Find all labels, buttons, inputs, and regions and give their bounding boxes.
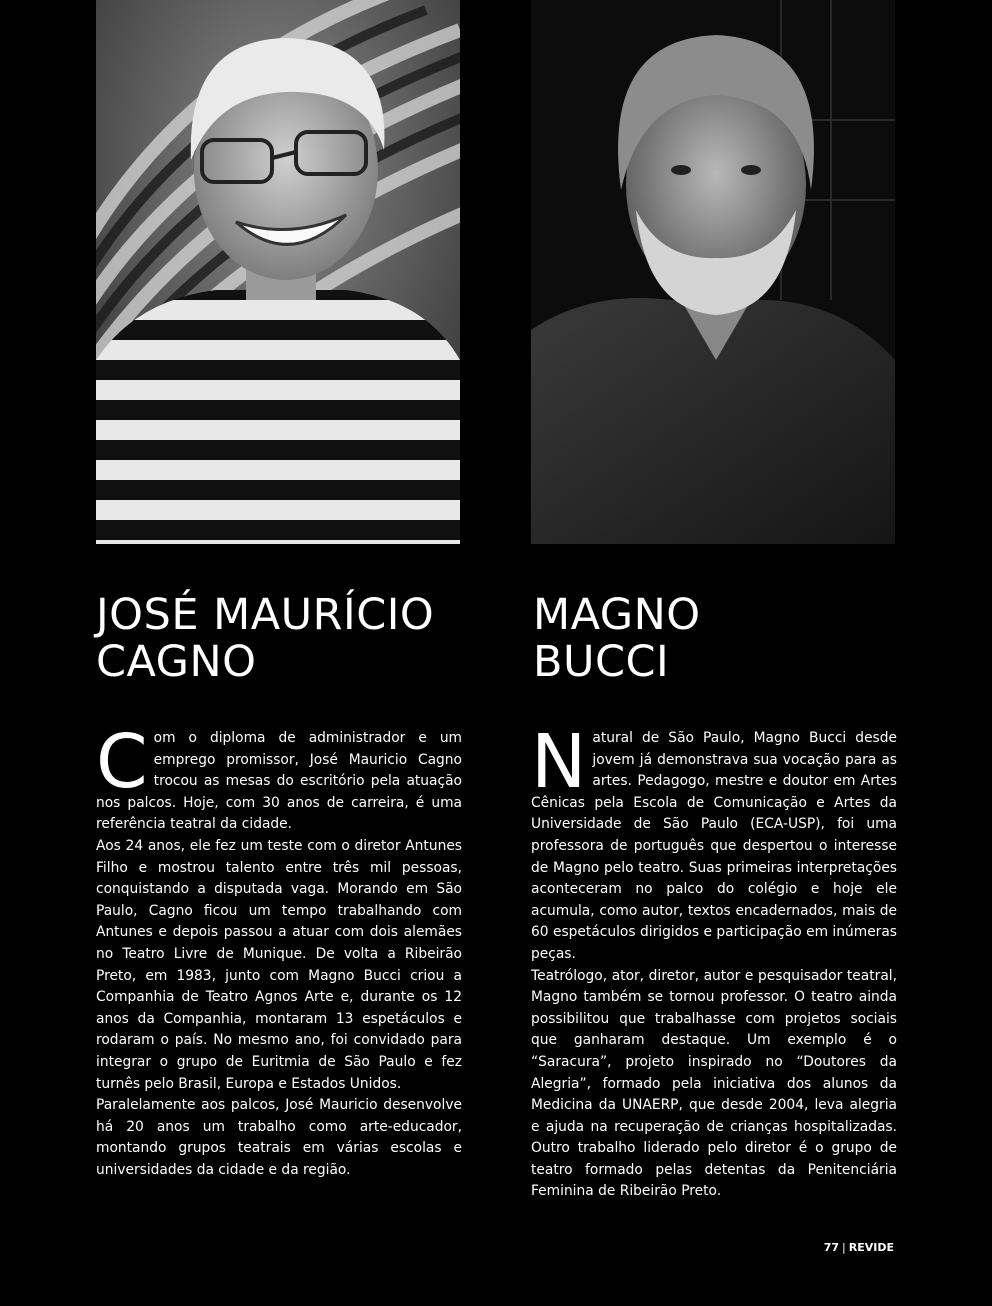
footer-separator: |: [842, 1241, 846, 1254]
bio-left-paragraph-1-text: om o diploma de administrador e um emprego promissor, José Mauricio Cagno trocou as mesas do escritório pela atuação nos palcos. Hoje, com 30 anos de carreira, é uma referência teatral da cidade.: [96, 730, 462, 833]
name-jose-mauricio-cagno: [96, 592, 466, 686]
bio-left-paragraph-2: Aos 24 anos, ele fez um teste com o diretor Antunes Filho e mostrou talento entre três mil pessoas, conquistando a disputada vaga. Morando em São Paulo, Cagno ficou um tempo trabalhando com Antunes e depois passou a atuar com dois alemães no Teatro Livre de Munique. De volta a Ribeirão Preto, em 1983, junto com Magno Bucci criou a Companhia de Teatro Agnos Arte e, durante os 12 anos da Companhia, montaram 13 espetáculos e rodaram o país. No mesmo ano, foi convidado para integrar o grupo de Euritmia de São Paulo e fez turnês pelo Brasil, Europa e Estados Unidos.: [96, 837, 462, 1092]
photo-jose-mauricio-cagno: [96, 0, 460, 544]
name-right-line1: MAGNO: [533, 590, 701, 640]
page-number: 77: [823, 1241, 840, 1254]
dropcap-right: N: [531, 719, 587, 805]
bio-column-right: [531, 719, 897, 1203]
bio-left-paragraph-1: [96, 719, 462, 836]
page-footer: [760, 1241, 894, 1254]
bio-right-paragraph-1-text: atural de São Paulo, Magno Bucci desde jovem já demonstrava sua vocação para as artes. Pedagogo, mestre e doutor em Artes Cênicas pela Escola de Comunicação e Artes da Universidade de São Paulo (ECA-USP), foi uma professora de português que despertou o interesse de Magno pelo teatro. Suas primeiras interpretações aconteceram no palco do colégio e hoje ele acumula, como autor, textos encadernados, mais de 60 espetáculos dirigidos e participação em inúmeras peças.: [531, 730, 897, 962]
name-left-line2: CAGNO: [96, 637, 257, 687]
name-left-line1: JOSÉ MAURÍCIO: [96, 590, 435, 640]
portrait-jose-image: [96, 0, 460, 544]
bio-column-left: [96, 719, 462, 1181]
name-magno-bucci: [533, 592, 903, 686]
photo-magno-bucci: [531, 0, 895, 544]
portrait-magno-image: [531, 0, 895, 544]
bio-right-paragraph-2: Teatrólogo, ator, diretor, autor e pesquisador teatral, Magno também se tornou professor. O teatro ainda possibilitou que trabalhasse com projetos sociais que ganharam destaque. Um exemplo é o “Saracura”, projeto inspirado no “Doutores da Alegria”, formado pela iniciativa dos alunos da Medicina da UNAERP, que desde 2004, leva alegria e ajuda na recuperação de crianças hospitalizadas. Outro trabalho liderado pelo diretor é o grupo de teatro formado pelas detentas da Penitenciária Feminina de Ribeirão Preto.: [531, 967, 897, 1200]
name-right-line2: BUCCI: [533, 637, 670, 687]
bio-left-paragraph-3: Paralelamente aos palcos, José Mauricio desenvolve há 20 anos um trabalho como arte-educador, montando grupos teatrais em várias escolas e universidades da cidade e da região.: [96, 1097, 462, 1178]
magazine-name: REVIDE: [848, 1241, 894, 1254]
dropcap-left: C: [96, 719, 148, 805]
bio-right-paragraph-1: [531, 719, 897, 966]
